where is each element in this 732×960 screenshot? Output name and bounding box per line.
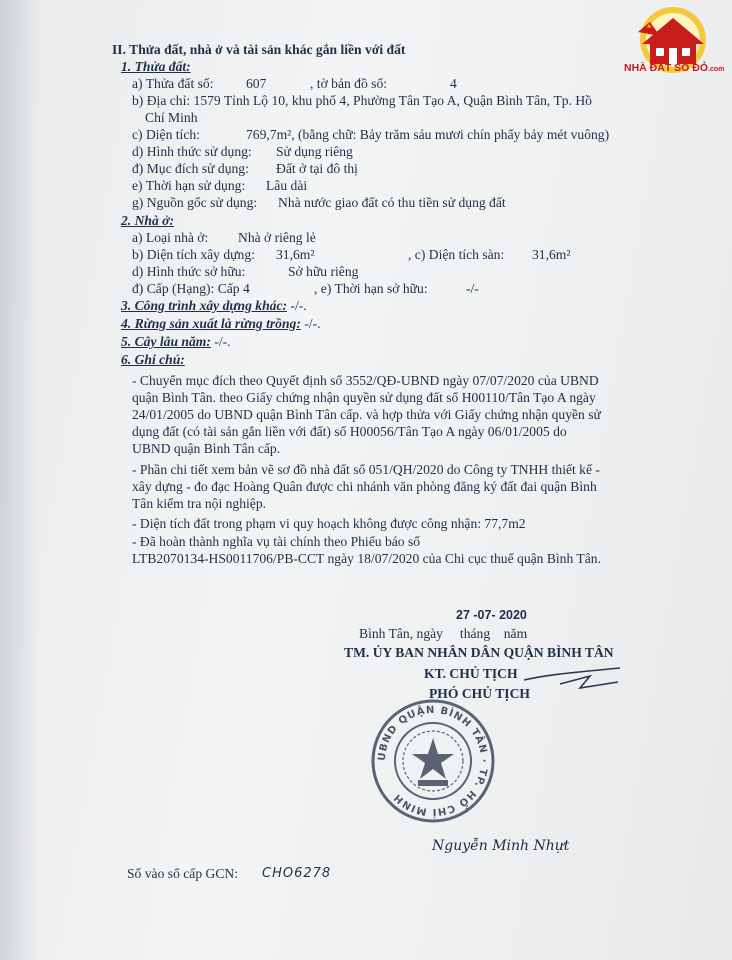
date-line: Bình Tân, ngày tháng năm — [359, 626, 528, 641]
notes-heading: 6. Ghi chú: — [121, 352, 185, 367]
issuing-organization: TM. ỦY BAN NHÂN DÂN QUẬN BÌNH TÂN — [344, 645, 614, 660]
register-label: Số vào sổ cấp GCN: — [127, 866, 239, 881]
item4-line: 4. Rừng sản xuất là rừng trồng: -/-. — [121, 316, 321, 331]
map-sheet-value: 4 — [450, 76, 457, 91]
plot-number-label: a) Thửa đất số: — [132, 76, 214, 91]
floor-area-value: 31,6m² — [532, 247, 571, 262]
land-heading: 1. Thửa đất: — [121, 59, 191, 74]
plot-number-value: 607 — [246, 76, 267, 91]
note-line: - Phần chi tiết xem bản vẽ sơ đồ nhà đất số 051/QH/2020 do Công ty TNHH thiết kế - — [132, 462, 600, 477]
role-vice-chairman: PHÓ CHỦ TỊCH — [429, 686, 530, 701]
note-line: UBND quận Bình Tân cấp. — [132, 441, 281, 456]
svg-text:UBND QUẬN BÌNH TÂN · TP. HỒ CH: UBND QUẬN BÌNH TÂN · TP. HỒ CHÍ MINH — [376, 704, 490, 818]
note-line: - Diện tích đất trong phạm vi quy hoạch không được công nhận: 77,7m2 — [132, 516, 526, 531]
official-seal-icon — [368, 696, 498, 826]
address-line-2: Chí Minh — [145, 110, 198, 125]
ownership-value: Sở hữu riêng — [288, 264, 359, 279]
note-line: Tân kiểm tra nội nghiệp. — [132, 496, 267, 511]
section-title: II. Thửa đất, nhà ở và tài sản khác gắn liền với đất — [112, 42, 406, 57]
built-area-value: 31,6m² — [276, 247, 315, 262]
address-line-1: b) Địa chỉ: 1579 Tỉnh Lộ 10, khu phố 4, Phường Tân Tạo A, Quận Bình Tân, Tp. Hồ — [132, 93, 592, 108]
ownership-term-value: -/- — [466, 281, 479, 296]
ownership-label: d) Hình thức sở hữu: — [132, 264, 246, 279]
use-form-label: d) Hình thức sử dụng: — [132, 144, 252, 159]
map-sheet-label: , tờ bản đồ số: — [310, 76, 388, 91]
area-value: 769,7m², (bằng chữ: Bảy trăm sáu mươi chín phẩy bảy mét vuông) — [246, 127, 610, 142]
note-line: - Chuyển mục đích theo Quyết định số 3552/QĐ-UBND ngày 07/07/2020 của UBND — [132, 373, 599, 388]
house-type-value: Nhà ở riêng lẻ — [238, 230, 316, 245]
logo-text: NHÀ ĐẤT SỔ ĐỎ.com — [624, 62, 725, 74]
date-stamp: 27 -07- 2020 — [456, 608, 527, 622]
origin-label: g) Nguồn gốc sử dụng: — [132, 195, 258, 210]
ownership-term-label: , e) Thời hạn sở hữu: — [314, 281, 428, 296]
register-value: CHO6278 — [262, 866, 332, 881]
origin-value: Nhà nước giao đất có thu tiền sử dụng đất — [278, 195, 506, 210]
signature-scribble — [520, 662, 630, 702]
area-label: c) Diện tích: — [132, 127, 200, 142]
use-form-value: Sử dụng riêng — [276, 144, 353, 159]
note-line: 24/01/2005 do UBND quận Bình Tân cấp. và hợp thửa với Giấy chứng nhận quyền sử — [132, 407, 601, 422]
page-shadow — [0, 0, 40, 960]
purpose-value: Đất ở tại đô thị — [276, 161, 358, 176]
note-line: xây dựng - đo đạc Hoàng Quân được chi nhánh văn phòng đăng ký đất đai quận Bình — [132, 479, 597, 494]
house-type-label: a) Loại nhà ở: — [132, 230, 209, 245]
house-heading: 2. Nhà ở: — [121, 213, 174, 228]
term-label: e) Thời hạn sử dụng: — [132, 178, 246, 193]
purpose-label: đ) Mục đích sử dụng: — [132, 161, 249, 176]
grade-label: đ) Cấp (Hạng): Cấp 4 — [132, 281, 250, 296]
note-line: dụng đất (có tài sản gắn liền với đất) số H00056/Tân Tạo A ngày 06/01/2005 do — [132, 424, 567, 439]
note-line: LTB2070134-HS0011706/PB-CCT ngày 18/07/2020 của Chi cục thuế quận Bình Tân. — [132, 551, 601, 566]
role-chairman: KT. CHỦ TỊCH — [424, 666, 518, 681]
built-area-label: b) Diện tích xây dựng: — [132, 247, 255, 262]
svg-text:Nguyễn Minh Nhựt: Nguyễn Minh Nhựt — [432, 838, 570, 854]
signer-signature — [430, 828, 580, 864]
term-value: Lâu dài — [266, 178, 308, 193]
item5-line: 5. Cây lâu năm: -/-. — [121, 334, 231, 349]
note-line: - Đã hoàn thành nghĩa vụ tài chính theo Phiếu báo số — [132, 534, 421, 549]
item3-line: 3. Công trình xây dựng khác: -/-. — [121, 298, 307, 313]
floor-area-label: , c) Diện tích sàn: — [408, 247, 505, 262]
note-line: quận Bình Tân. theo Giấy chứng nhận quyền sử dụng đất số H00110/Tân Tạo A ngày — [132, 390, 596, 405]
